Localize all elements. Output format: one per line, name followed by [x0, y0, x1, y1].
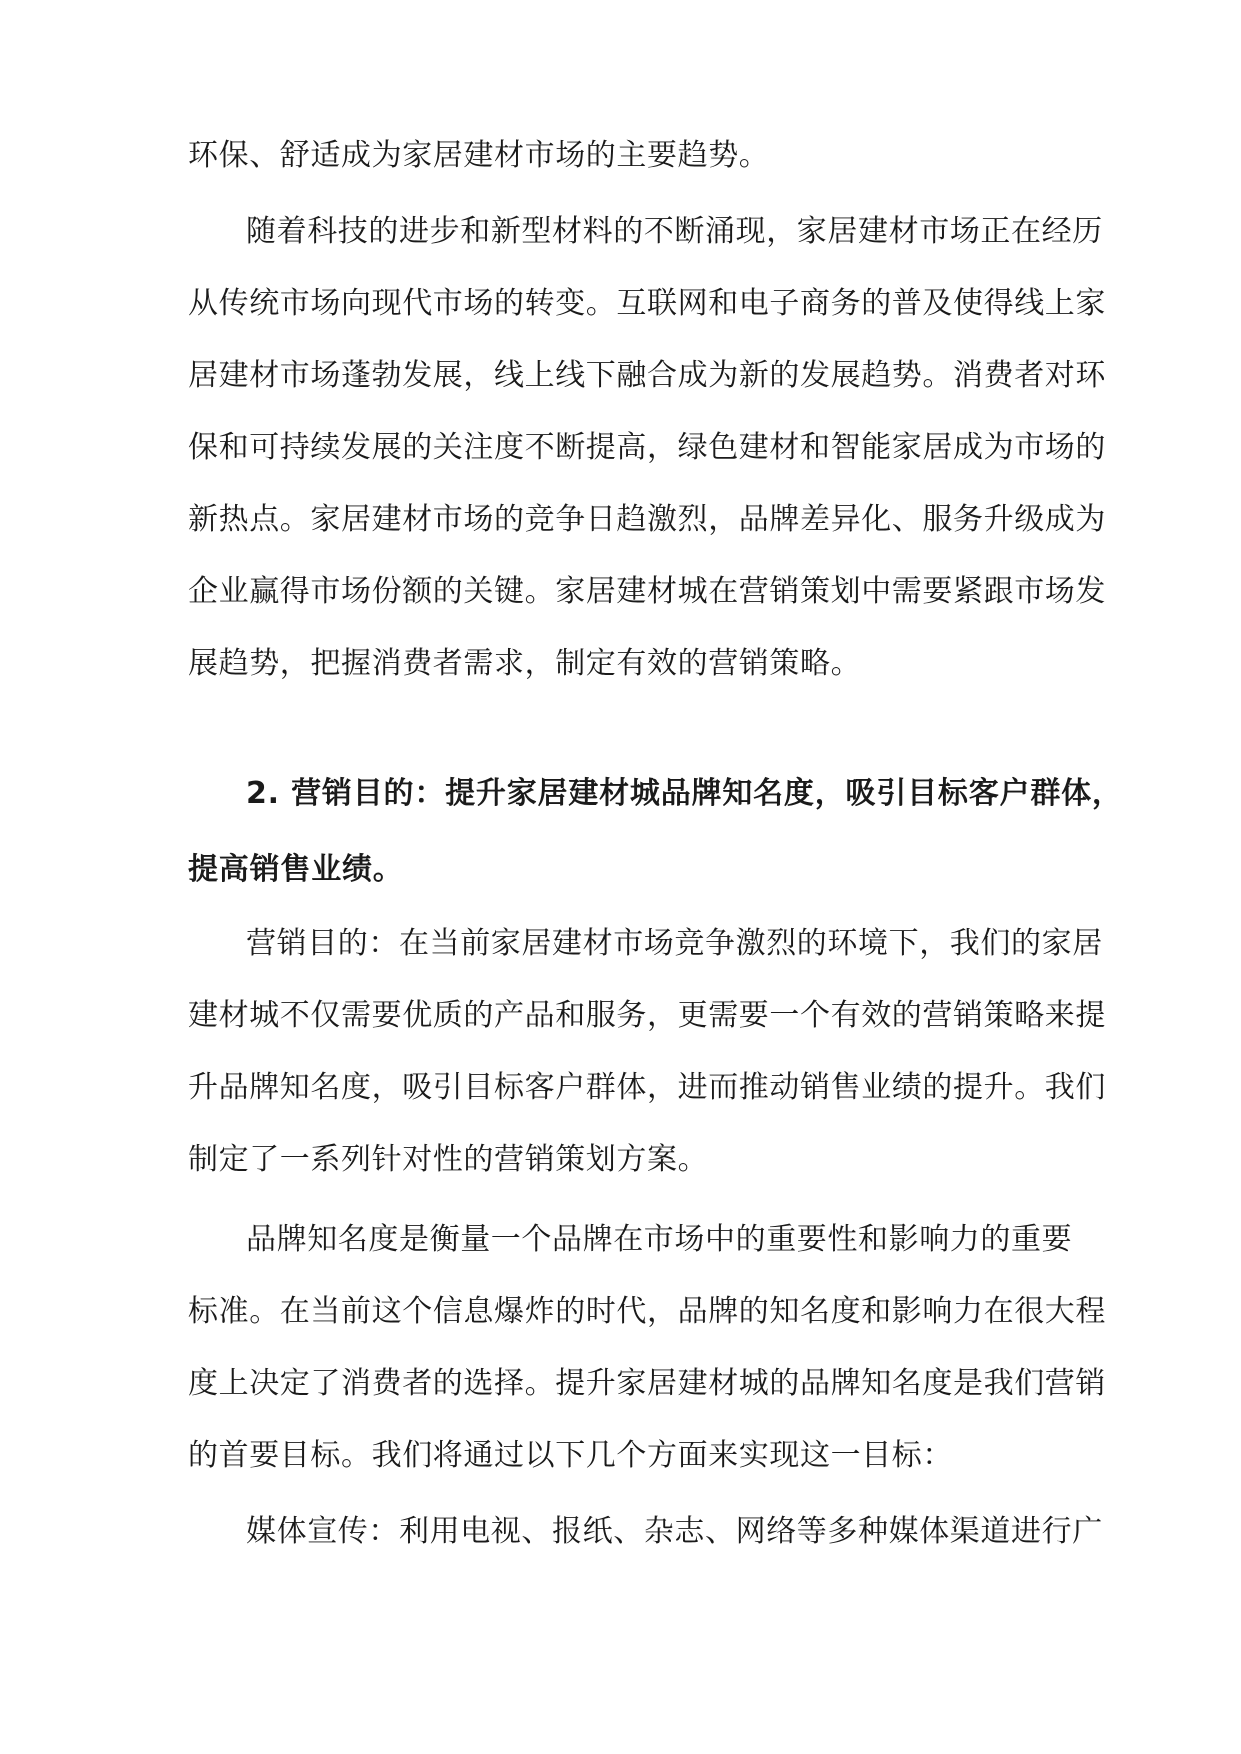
paragraph-first-line: 随着科技的进步和新型材料的不断涌现，家居建材市场正在经历: [246, 214, 1103, 249]
paragraph-first-line: 品牌知名度是衡量一个品牌在市场中的重要性和影响力的重要: [246, 1222, 1073, 1257]
body-text-line: 升品牌知名度，吸引目标客户群体，进而推动销售业绩的提升。我们: [188, 1070, 1106, 1105]
body-text-line: 展趋势，把握消费者需求，制定有效的营销策略。: [188, 646, 862, 681]
body-text-line: 标准。在当前这个信息爆炸的时代，品牌的知名度和影响力在很大程: [188, 1294, 1106, 1329]
paragraph-first-line: 营销目的：在当前家居建材市场竞争激烈的环境下，我们的家居: [246, 926, 1103, 961]
section-heading-continued: 提高销售业绩。: [188, 852, 404, 887]
body-text-line: 环保、舒适成为家居建材市场的主要趋势。: [188, 138, 770, 173]
body-text-line: 度上决定了消费者的选择。提升家居建材城的品牌知名度是我们营销: [188, 1366, 1106, 1401]
body-text-line: 的首要目标。我们将通过以下几个方面来实现这一目标：: [188, 1438, 953, 1473]
body-text-line: 保和可持续发展的关注度不断提高，绿色建材和智能家居成为市场的: [188, 430, 1106, 465]
paragraph-first-line: 媒体宣传：利用电视、报纸、杂志、网络等多种媒体渠道进行广: [246, 1514, 1103, 1549]
body-text-line: 从传统市场向现代市场的转变。互联网和电子商务的普及使得线上家: [188, 286, 1106, 321]
body-text-line: 建材城不仅需要优质的产品和服务，更需要一个有效的营销策略来提: [188, 998, 1106, 1033]
body-text-line: 居建材市场蓬勃发展，线上线下融合成为新的发展趋势。消费者对环: [188, 358, 1106, 393]
body-text-line: 企业赢得市场份额的关键。家居建材城在营销策划中需要紧跟市场发: [188, 574, 1106, 609]
body-text-line: 新热点。家居建材市场的竞争日趋激烈，品牌差异化、服务升级成为: [188, 502, 1106, 537]
section-heading: 2. 营销目的：提升家居建材城品牌知名度，吸引目标客户群体，: [246, 776, 1123, 811]
body-text-line: 制定了一系列针对性的营销策划方案。: [188, 1142, 709, 1177]
